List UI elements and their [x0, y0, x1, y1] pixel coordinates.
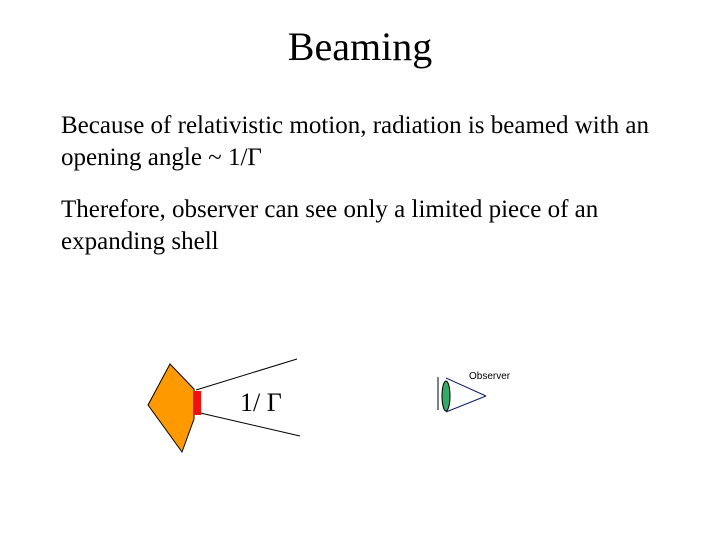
observer-eye-lens: [442, 381, 450, 411]
angle-label: 1/ Γ: [240, 388, 282, 417]
beam-cone-upper-line: [196, 359, 297, 390]
slide-title: Beaming: [287, 24, 433, 69]
paragraph-beaming-angle: Because of relativistic motion, radiation is beamed with an opening angle ~ 1/Γ: [61, 112, 650, 171]
emitting-patch: [194, 391, 201, 415]
expanding-shell: [148, 364, 194, 452]
observer-label: Observer: [469, 371, 511, 382]
paragraph-observer-visibility: Therefore, observer can see only a limited piece of an expanding shell: [61, 196, 599, 255]
observer-sight-lower-line: [446, 396, 486, 412]
